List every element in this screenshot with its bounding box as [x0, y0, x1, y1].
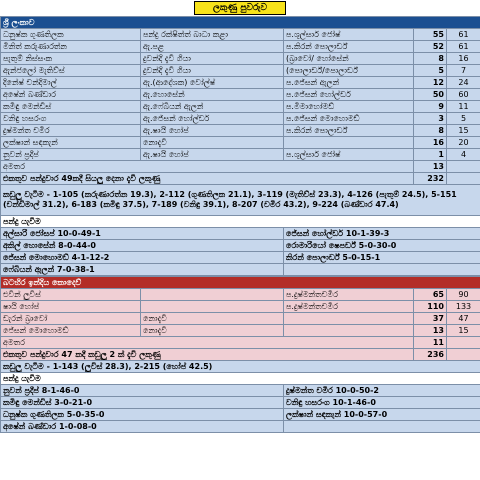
bowler-name: ප.ජේසන් හෝල්ඩර්	[284, 89, 414, 101]
balls: 15	[447, 125, 480, 137]
bowling-figure: වනිඳු හසරංග 10-1-46-0	[284, 397, 480, 409]
innings1-table	[0, 16, 480, 276]
bowling-figure: අල්සාරි ජෝසප් 10-0-49-1	[1, 228, 284, 240]
runs: 65	[414, 289, 447, 301]
bowler-name: (පොලාර්ඩ්/පොලාර්ඩ්	[284, 65, 414, 77]
runs: 52	[414, 41, 447, 53]
runs: 55	[414, 29, 447, 41]
scoreboard-title-bar	[0, 0, 480, 16]
dismissal: ඇ.(ආදේශක) වෝල්ෂ්	[141, 77, 284, 89]
bowler-name	[284, 137, 414, 149]
batting-row	[1, 301, 480, 313]
innings1-extras-row	[1, 161, 480, 173]
bowling-row	[1, 252, 480, 264]
bowling-figure: කිරන් පොලාර්ඩ් 5-0-15-1	[284, 252, 480, 264]
bowling-figure: රොමාරියෝ ෂෙපර්ඩ් 5-0-30-0	[284, 240, 480, 252]
bowling-row	[1, 228, 480, 240]
innings1-bowling-label: පන්දු යැවීම	[1, 216, 480, 228]
balls: 20	[447, 137, 480, 149]
batsman-name: පැතුම් නිස්සංක	[1, 53, 141, 65]
batting-row	[1, 313, 480, 325]
batsman-name: එවින් ලුවිස්	[1, 289, 141, 301]
balls: 61	[447, 29, 480, 41]
innings1-batting	[1, 29, 480, 161]
balls: 4	[447, 149, 480, 161]
dismissal: ඇ.හොසේන්	[141, 89, 284, 101]
innings2-bowling-label: පන්දු යැවීම	[1, 373, 480, 385]
bowler-name	[284, 313, 414, 325]
dismissal: ඇ.ජේසන් හෝල්ඩර්	[141, 113, 284, 125]
bowling-row	[1, 421, 480, 433]
innings1-total-row	[1, 173, 480, 185]
dismissal	[141, 289, 284, 301]
innings2-team-name: බටහිර ඉන්දිය කොදෙව්	[1, 277, 480, 289]
batsman-name: නුවන් ප්‍රදීප්	[1, 149, 141, 161]
innings1-total-value: 232	[414, 173, 447, 185]
batting-row	[1, 113, 480, 125]
batting-row	[1, 53, 480, 65]
innings1-fow-row	[1, 185, 480, 216]
innings1-bowling-header	[1, 216, 480, 228]
runs: 5	[414, 65, 447, 77]
bowler-name: ප.කිරන් පොලාර්ඩ්	[284, 125, 414, 137]
innings2-table	[0, 276, 480, 433]
balls: 47	[447, 313, 480, 325]
dismissal: දුවන්දි දැවී ගියා	[141, 53, 284, 65]
bowler-name: ප.ශුල්සාර් ජෝෂ්	[284, 29, 414, 41]
batsman-name: ෂායි හෝප්	[1, 301, 141, 313]
dismissal: ඇ.පළ	[141, 41, 284, 53]
dismissal: නොදැවී	[141, 313, 284, 325]
bowling-row	[1, 385, 480, 397]
balls: 5	[447, 113, 480, 125]
dismissal: ඇ.ෂායි හෝප්	[141, 149, 284, 161]
batsman-name: ලක්ෂාන් සඳකැන්	[1, 137, 141, 149]
innings1-extras-value: 13	[414, 161, 447, 173]
innings1-fow: කඩුලු වැටීම - 1-105 (කරුණාරත්න 19.3), 2-112 (ගුණතිලක 21.1), 3-119 (මැතිව්ස් 23.3), 4-126 (පැතුම් 24.5), 5-151 (චන්ඩිමාල් 31.2), 6-183 (කමිඳු 37.5), 7-189 (වනිඳු 39.1), 8-207 (චමීර 43.2), 9-224 (බණ්ඩාර 47.4)	[1, 185, 480, 216]
innings1-extras-label: අමතර	[1, 161, 414, 173]
batsman-name: මිනිත් කරුණාරත්න	[1, 41, 141, 53]
innings1-team-name: ශ්‍රී ලංකාව	[1, 17, 480, 29]
batting-row	[1, 89, 480, 101]
dismissal: නොදැවී	[141, 325, 284, 337]
balls: 16	[447, 53, 480, 65]
balls: 60	[447, 89, 480, 101]
balls: 15	[447, 325, 480, 337]
batting-row	[1, 289, 480, 301]
innings1-total-label: එකතුව පන්දුවාර 49කදී සියලු දෙනා දැවී ලකුණු	[1, 173, 414, 185]
bowler-name: ප.ජේසන් මොහොමඩ්	[284, 113, 414, 125]
batsman-name: කමිඳු මෙන්ඩිස්	[1, 101, 141, 113]
innings2-total-value: 236	[414, 349, 447, 361]
dismissal: දුවන්දි දැවී ගියා	[141, 65, 284, 77]
innings2-batting	[1, 289, 480, 337]
runs: 8	[414, 125, 447, 137]
balls: 133	[447, 301, 480, 313]
batting-row	[1, 125, 480, 137]
runs: 1	[414, 149, 447, 161]
bowling-row	[1, 397, 480, 409]
runs: 9	[414, 101, 447, 113]
bowling-figure: ජේසන් මොහොමඩ් 4-1-12-2	[1, 252, 284, 264]
innings2-extras-value: 11	[414, 337, 447, 349]
batting-row	[1, 101, 480, 113]
runs: 12	[414, 77, 447, 89]
runs: 8	[414, 53, 447, 65]
runs: 16	[414, 137, 447, 149]
batsman-name: වනිඳු හසරංග	[1, 113, 141, 125]
dismissal: නොදැවී	[141, 137, 284, 149]
bowler-name: ප.මිමාහෝමඩ්	[284, 101, 414, 113]
bowler-name: ප.දුෂ්මන්තචමීර	[284, 289, 414, 301]
innings2-fow-row	[1, 361, 480, 373]
bowling-figure: ෆේබියන් ඇලන් 7-0-38-1	[1, 264, 284, 276]
bowling-figure: කමිඳු මෙන්ඩිස් 3-0-21-0	[1, 397, 284, 409]
batsman-name: ඇන්ජලෝ මැතිව්ස්	[1, 65, 141, 77]
bowler-name	[284, 325, 414, 337]
runs: 3	[414, 113, 447, 125]
bowler-name: (බ්‍රාවෝ/ හෝසේන්	[284, 53, 414, 65]
batsman-name: අෂේන් බණ්ඩාර	[1, 89, 141, 101]
batsman-name: ඩැරන් බ්‍රාවෝ	[1, 313, 141, 325]
balls: 7	[447, 65, 480, 77]
dismissal	[141, 301, 284, 313]
innings1-header	[1, 17, 480, 29]
bowling-figure	[284, 264, 480, 276]
bowling-figure: අකිල් හොසේන් 8-0-44-0	[1, 240, 284, 252]
batsman-name: ධනුෂ්ක ගුණතිලක	[1, 29, 141, 41]
innings2-total-label: එකතුව පන්දුවාර 47 කදී කඩුලු 2 ක් දැවී ලකුණු	[1, 349, 414, 361]
batting-row	[1, 325, 480, 337]
bowling-figure: ජේසන් හෝල්ඩර් 10-1-39-3	[284, 228, 480, 240]
batsman-name: දුෂ්මන්ත චමීර	[1, 125, 141, 137]
batting-row	[1, 41, 480, 53]
bowling-figure: ලක්ෂාන් සඳකැන් 10-0-57-0	[284, 409, 480, 421]
innings2-extras-label: අමතර	[1, 337, 414, 349]
innings2-bowling	[1, 385, 480, 433]
batsman-name: ජේසන් මොහොමඩ්	[1, 325, 141, 337]
bowling-row	[1, 264, 480, 276]
batting-row	[1, 77, 480, 89]
batting-row	[1, 137, 480, 149]
bowler-name: ප.ශුල්සාර් ජෝෂ්	[284, 149, 414, 161]
bowling-figure	[284, 421, 480, 433]
batting-row	[1, 29, 480, 41]
dismissal: ඇ.ෂායි හෝප්	[141, 125, 284, 137]
runs: 110	[414, 301, 447, 313]
innings2-total-row	[1, 349, 480, 361]
dismissal: ඇ.ෆේබියන් ඇලන්	[141, 101, 284, 113]
batting-row	[1, 149, 480, 161]
runs: 37	[414, 313, 447, 325]
bowling-row	[1, 240, 480, 252]
innings1-bowling	[1, 228, 480, 276]
bowler-name: ප.කිරන් පොලාර්ඩ්	[284, 41, 414, 53]
runs: 50	[414, 89, 447, 101]
bowling-figure: දුෂ්මන්ත චමීර 10-0-50-2	[284, 385, 480, 397]
balls: 24	[447, 77, 480, 89]
bowler-name: ප.ජේසන් ඇලන්	[284, 77, 414, 89]
runs: 13	[414, 325, 447, 337]
dismissal: පන්දු රක්ෂිත්ත් බාධා කළා	[141, 29, 284, 41]
bowling-figure: ධනුෂ්ක ගුණතිලක 5-0-35-0	[1, 409, 284, 421]
batting-row	[1, 65, 480, 77]
scoreboard-title: ලකුණු පුවරුව	[194, 1, 286, 15]
batsman-name: දිනේෂ් චන්දිමාල්	[1, 77, 141, 89]
innings2-header	[1, 277, 480, 289]
innings2-fow: කඩුලු වැටීම - 1-143 (ලුවිස් 28.3), 2-215 (හෝප් 42.5)	[1, 361, 480, 373]
balls: 61	[447, 41, 480, 53]
balls: 90	[447, 289, 480, 301]
bowling-row	[1, 409, 480, 421]
innings2-bowling-header	[1, 373, 480, 385]
innings2-extras-row	[1, 337, 480, 349]
balls: 11	[447, 101, 480, 113]
bowling-figure: නුවන් ප්‍රදීප් 8-1-46-0	[1, 385, 284, 397]
bowler-name: ප.දුෂ්මන්තචමීර	[284, 301, 414, 313]
bowling-figure: අෂේන් බණ්ඩාර 1-0-08-0	[1, 421, 284, 433]
